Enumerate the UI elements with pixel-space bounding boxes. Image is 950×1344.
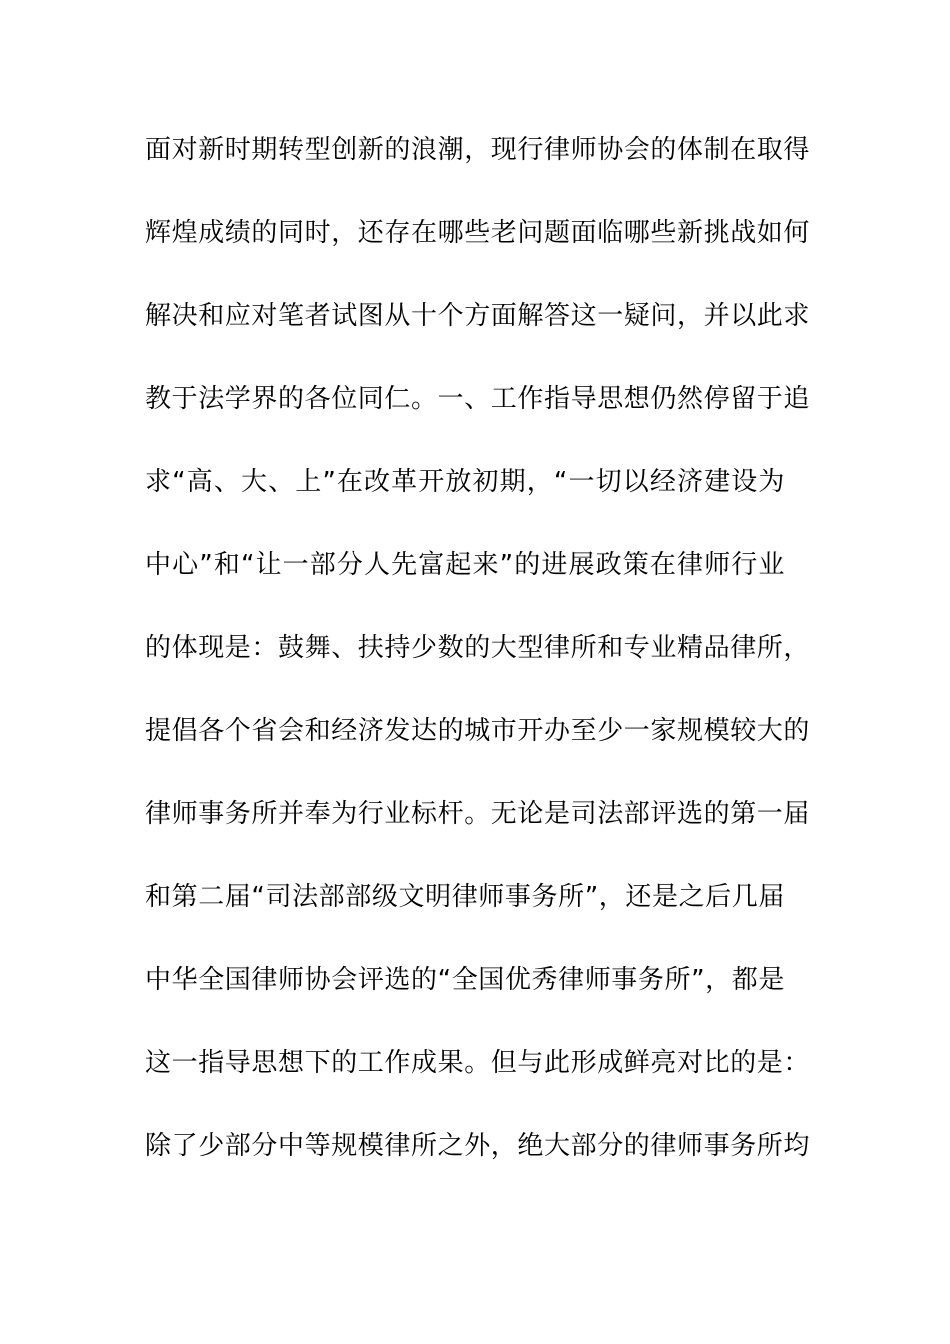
text-line: 除了少部分中等规模律所之外，绝大部分的律师事务所均 xyxy=(145,1131,811,1161)
text-line: 教于法学界的各位同仁。一、工作指导思想仍然停留于追 xyxy=(145,384,811,414)
text-line: 律师事务所并奉为行业标杆。无论是司法部评选的第一届 xyxy=(145,799,811,829)
text-line: 的体现是：鼓舞、扶持少数的大型律所和专业精品律所， xyxy=(145,633,811,663)
body-text xyxy=(145,125,811,1204)
text-line: 中心”和“让一部分人先富起来”的进展政策在律师行业 xyxy=(145,550,785,580)
text-line: 和第二届“司法部部级文明律师事务所”，还是之后几届 xyxy=(145,882,785,912)
text-line: 辉煌成绩的同时，还存在哪些老问题面临哪些新挑战如何 xyxy=(145,218,811,248)
text-line: 这一指导思想下的工作成果。但与此形成鲜亮对比的是： xyxy=(145,1048,811,1078)
text-line: 中华全国律师协会评选的“全国优秀律师事务所”，都是 xyxy=(145,965,785,995)
text-line: 面对新时期转型创新的浪潮，现行律师协会的体制在取得 xyxy=(145,135,811,165)
text-line: 提倡各个省会和经济发达的城市开办至少一家规模较大的 xyxy=(145,716,811,746)
text-line: 解决和应对笔者试图从十个方面解答这一疑问，并以此求 xyxy=(145,301,811,331)
text-line: 求“高、大、上”在改革开放初期，“一切以经济建设为 xyxy=(145,467,785,497)
